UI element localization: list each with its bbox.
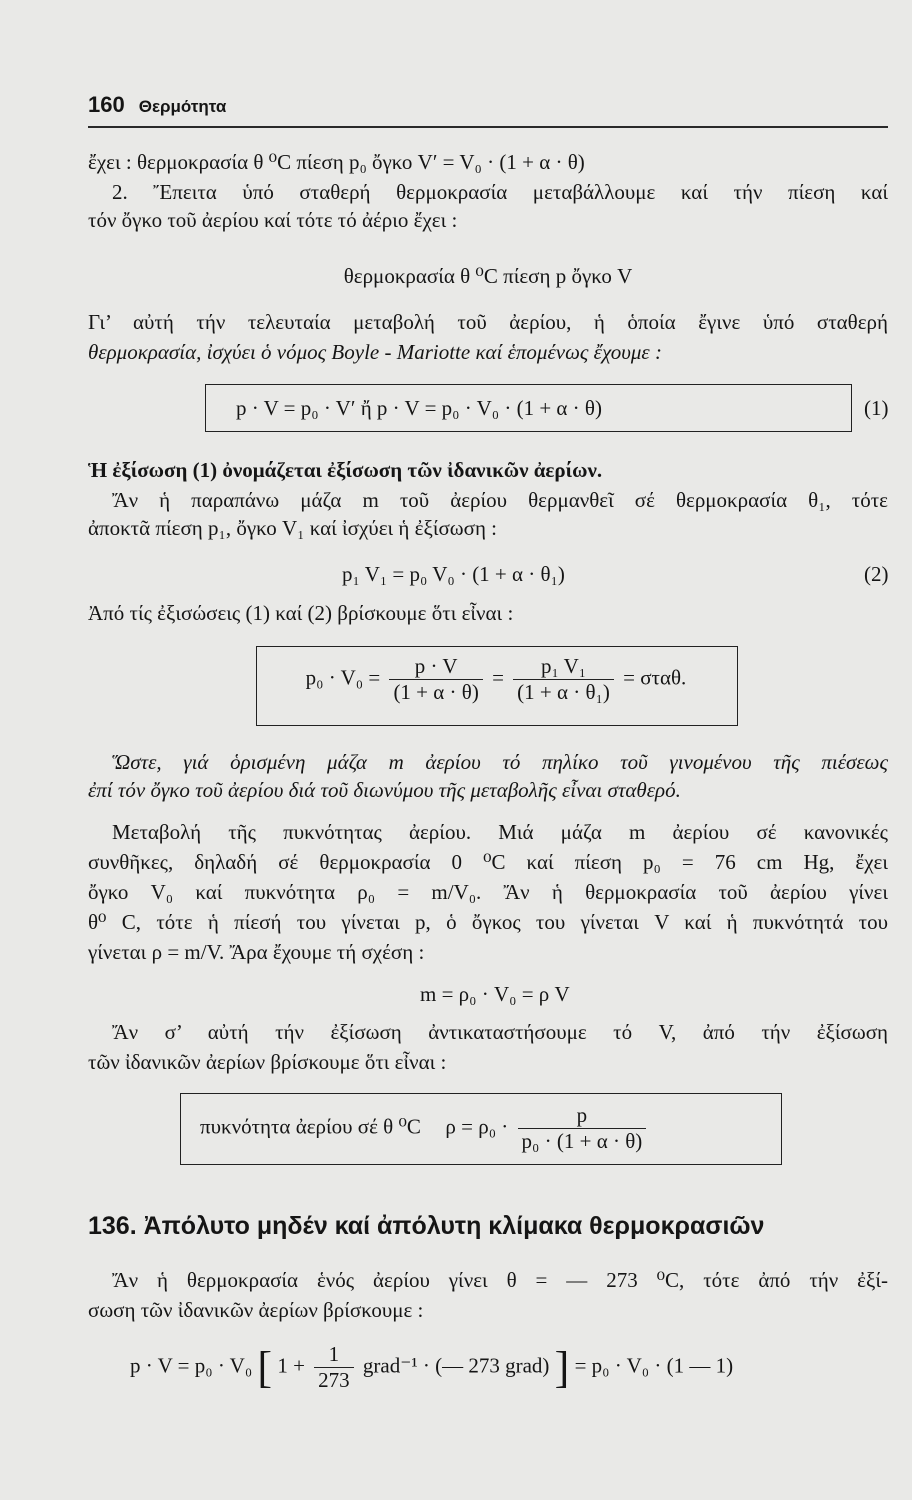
eq5-bracket-open: [ [257,1343,273,1392]
page-number: 160 [88,92,125,117]
text-line: ὄγκο V₀ καί πυκνότητα ρ₀ = m/V₀. Ἄν ἡ θερμοκρασία τοῦ ἀερίου γίνει [88,880,888,904]
eq3-rhs: = σταθ. [623,665,687,690]
eq5-lhs: p · V = p₀ · V₀ [130,1353,253,1378]
text-line: σωση τῶν ἰδανικῶν ἀερίων βρίσκουμε : [88,1298,424,1322]
eq5-bracket-close: ] [554,1343,570,1392]
eq5-fraction [314,1342,354,1393]
eq3-frac1-denominator: (1 + α · θ) [393,680,479,704]
eq5-denominator: 273 [318,1368,350,1392]
running-title: Θερμότητα [138,97,227,116]
eq4-label: πυκνότητα ἀερίου σέ θ ⁰C [200,1114,421,1139]
text-line: Μεταβολή τῆς πυκνότητας ἀερίου. Μιά μάζα m ἀερίου σέ κανονικές [112,820,888,844]
text-line: Ἄν ἡ παραπάνω μάζα m τοῦ ἀερίου θερμανθεῖ σέ θερμοκρασία θ₁, τότε [112,488,888,512]
eq3-fraction-2 [513,654,614,705]
text-line: Ὥστε, γιά ὁρισμένη μάζα m ἀερίου τό πηλίκο τοῦ γινομένου τῆς πιέσεως [112,750,888,774]
text-line: Ἀπό τίς ἐξισώσεις (1) καί (2) βρίσκουμε ὅτι εἶναι : [88,601,514,625]
section-heading: 136. Ἀπόλυτο μηδέν καί ἀπόλυτη κλίμακα θερμοκρασιῶν [88,1212,765,1240]
eq5-rest: grad⁻¹ · (— 273 grad) [362,1353,550,1378]
eq3-frac2-numerator: p₁ V₁ [513,654,614,680]
equation-4 [200,1103,770,1154]
eq3-frac2-denominator: (1 + α · θ₁) [517,680,610,704]
text-line: ἀποκτᾶ πίεση p₁, ὄγκο V₁ καί ἰσχύει ἡ ἐξίσωση : [88,516,498,540]
text-line: γίνεται ρ = m/V. Ἄρα ἔχουμε τή σχέση : [88,940,425,964]
equation-5 [130,1342,870,1393]
text-line: Ἄν ἡ θερμοκρασία ἑνός ἀερίου γίνει θ = — 273 ⁰C, τότε ἀπό τήν ἐξί- [112,1268,888,1292]
eq3-lhs: p₀ · V₀ = [305,665,381,690]
header-rule [88,126,888,128]
eq4-denominator: p₀ · (1 + α · θ) [521,1129,643,1153]
eq4-lhs: ρ = ρ₀ · [445,1114,509,1139]
eq3-frac1-numerator: p · V [389,654,482,680]
text-line: θερμοκρασία θ ⁰C πίεση p ὄγκο V [343,264,633,288]
text-line: ἔχει : θερμοκρασία θ ⁰C πίεση p₀ ὄγκο V′ = V₀ · (1 + α · θ) [88,150,585,174]
eq5-numerator: 1 [314,1342,354,1368]
equation-2: p₁ V₁ = p₀ V₀ · (1 + α · θ₁) [342,562,565,586]
text-line: συνθῆκες, δηλαδή σέ θερμοκρασία 0 ⁰C καί πίεση p₀ = 76 cm Hg, ἔχει [88,850,888,874]
text-line: θ⁰ C, τότε ἡ πίεσή του γίνεται p, ὁ ὄγκος του γίνεται V καί ἡ πυκνότητά του [88,910,888,934]
eq4-numerator: p [518,1103,647,1129]
text-line: 2. Ἔπειτα ὑπό σταθερή θερμοκρασία μεταβάλλουμε καί τήν πίεση καί [112,180,888,204]
eq5-rhs: = p₀ · V₀ · (1 — 1) [574,1353,734,1378]
eq5-one-plus: 1 + [277,1353,305,1378]
text-line: θερμοκρασία, ἰσχύει ὁ νόμος Boyle - Mariotte καί ἑπομένως ἔχουμε : [88,340,662,364]
page-header [88,92,888,118]
text-line: Ἄν σ’ αὐτή τήν ἐξίσωση ἀντικαταστήσουμε τό V, ἀπό τήν ἐξίσωση [112,1020,888,1044]
text-line: Γι’ αὐτή τήν τελευταία μεταβολή τοῦ ἀερίου, ἡ ὁποία ἔγινε ὑπό σταθερή [88,310,888,334]
text-line: τῶν ἰδανικῶν ἀερίων βρίσκουμε ὅτι εἶναι : [88,1050,447,1074]
text-line: ἐπί τόν ὄγκο τοῦ ἀερίου διά τοῦ διωνύμου τῆς μεταβολῆς εἶναι σταθερό. [88,778,681,802]
eq3-equals: = [492,665,504,690]
equation-3 [258,654,734,705]
equation-density-mass: m = ρ₀ · V₀ = ρ V [420,982,570,1006]
text-line: τόν ὄγκο τοῦ ἀερίου καί τότε τό ἀέριο ἔχει : [88,208,458,232]
eq3-fraction-1 [389,654,482,705]
text-line: Ἡ ἐξίσωση (1) ὀνομάζεται ἐξίσωση τῶν ἰδανικῶν ἀερίων. [88,458,603,482]
equation-number-1: (1) [864,396,889,420]
equation-1: p · V = p₀ · V′ ἤ p · V = p₀ · V₀ · (1 + α · θ) [236,396,602,420]
equation-number-2: (2) [864,562,889,586]
eq4-fraction [518,1103,647,1154]
